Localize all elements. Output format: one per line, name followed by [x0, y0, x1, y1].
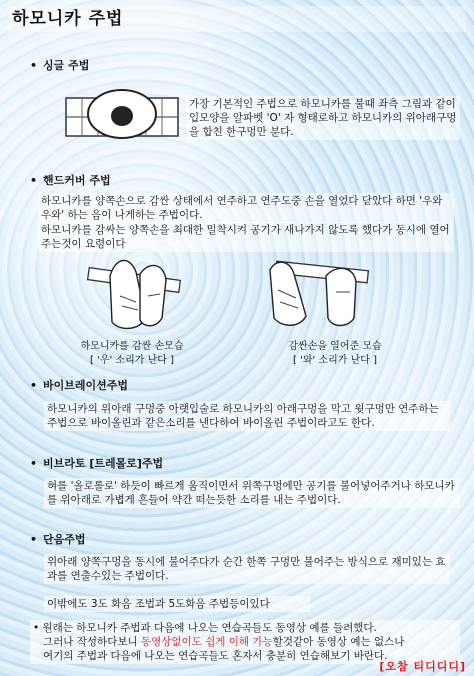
page-title: 하모니카 주법	[8, 6, 466, 32]
section-vibration-label: 바이브레이션주법	[43, 379, 129, 392]
section-vibrato-label: 비브라토 [트레몰로]주법	[43, 457, 164, 470]
section-chord-text-1: 위아래 양쪽구멍을 동시에 불어주다가 순간 한쪽 구멍만 불어주는 방식으로 재미있는 효과를 연출수있는 주법이다.	[44, 554, 450, 584]
mouth-o-shape-illustration	[62, 84, 182, 146]
caption-closed-hands	[62, 340, 202, 368]
caption-closed-hands-line-1: 하모니카를 감싼 손모습	[80, 341, 184, 352]
section-chord-heading: • 단음주법	[30, 533, 86, 546]
section-single-label: 싱글 주법	[43, 59, 90, 72]
section-hand-label: 핸드커버 주법	[43, 174, 111, 187]
section-vibration-text: 하모니카의 위아래 구멍중 아랫입술로 하모니카의 아래구멍을 막고 윗구멍만 연주하는 주법으로 바이올린과 같은소리를 낸다하여 바이올린 주법이라고도 한다.	[44, 401, 450, 431]
closing-note-highlight: 동영상없이도 쉽게 이해 가능	[140, 636, 273, 648]
section-vibrato-text: 혀를 '올로롤로' 하듯이 빠르게 움직이면서 위쪽구멍에만 공기를 불어넣어주거나 하모니카를 위아래로 가볍게 흔들어 약간 떠는듯한 소리를 내는 주법이다.	[44, 478, 460, 508]
closing-note-line-2-c: 할것같아 동영상 예는 없스나	[272, 636, 405, 648]
caption-closed-hands-line-2: [ '우' 소리가 난다 ]	[90, 355, 174, 366]
section-hand-text-2: 하모니카를 감싸는 양쪽손을 최대한 밀착시켜 공기가 새나가지 않도록 했다가 동시에 열어주는것이 요령이다	[38, 222, 454, 252]
section-hand-heading: • 핸드커버 주법	[30, 174, 111, 187]
caption-opened-hands-line-1: 감싼손을 열어준 모습	[288, 341, 382, 352]
caption-opened-hands	[270, 340, 400, 368]
closing-note-line-3-text: 여기의 주법과 다음에 나오는 연습곡들도 혼자서 충분히 연습해보기 바란다.	[43, 650, 388, 662]
closing-note-line-2	[33, 635, 457, 649]
watermark-stamp: [오참 티디디디]	[379, 660, 466, 673]
caption-opened-hands-line-2: [ '와' 소리가 난다 ]	[293, 355, 377, 366]
section-single-text: 가장 기본적인 주법으로 하모니카를 불때 좌측 그림과 같이 입모양을 알파벳 'O' 자 형태로하고 하모니카의 위아래구멍을 합친 한구멍만 분다.	[186, 96, 460, 140]
section-hand-text-1: 하모니카를 양쪽손으로 감싼 상태에서 연주하고 연주도중 손을 열었다 닫았다 하면 '우와우와' 하는 음이 나게하는 주법이다.	[38, 193, 454, 223]
section-vibration-heading: • 바이브레이션주법	[30, 379, 129, 392]
section-chord-label: 단음주법	[43, 533, 86, 546]
closed-hands-illustration	[80, 256, 190, 334]
section-single-heading: • 싱글 주법	[30, 59, 90, 72]
closing-note-line-2-a: 그러나 작성하다보니	[43, 636, 141, 648]
opened-hands-illustration	[262, 256, 372, 334]
closing-note-line-1-text: 원래는 하모니카 주법과 다음에 나오는 연습곡들도 동영상 예를 들려했다.	[42, 622, 377, 634]
closing-note-line-1: • 원래는 하모니카 주법과 다음에 나오는 연습곡들도 동영상 예를 들려했다.	[33, 622, 377, 634]
section-vibrato-heading: • 비브라토 [트레몰로]주법	[30, 457, 164, 470]
section-chord-text-2: 이밖에도 3도 화음 조법과 5도화음 주법등이있다	[44, 596, 310, 612]
